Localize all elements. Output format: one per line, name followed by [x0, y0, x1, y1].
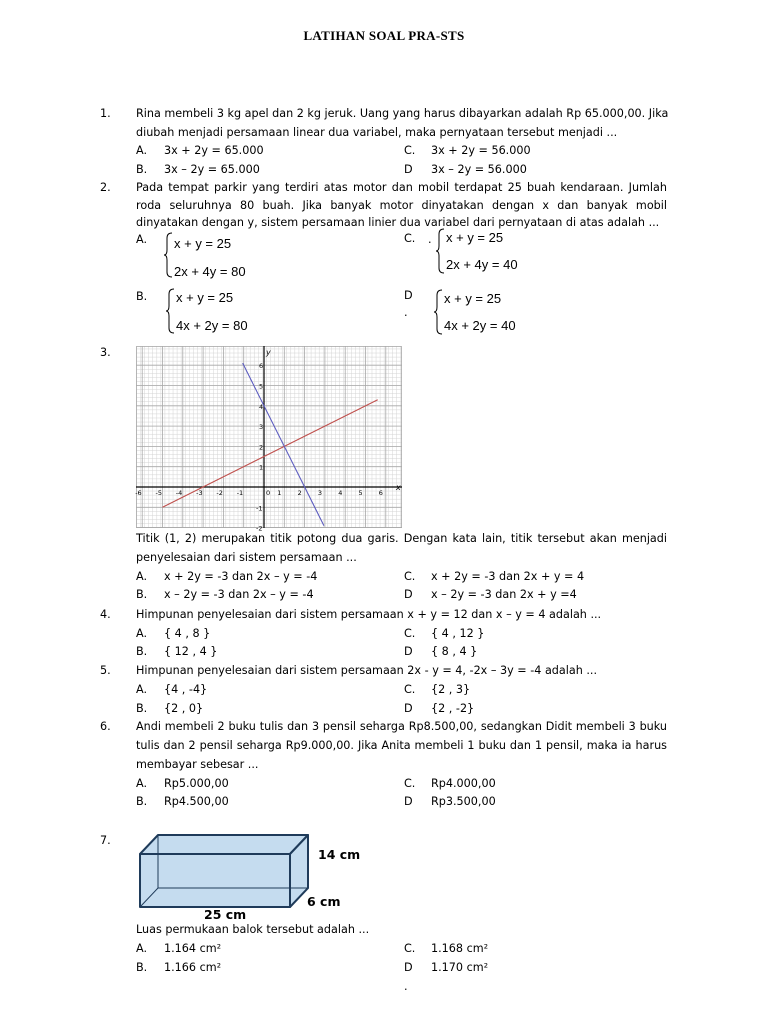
equation-2: 4x + 2y = 80	[176, 318, 248, 333]
option-b: Rp4.500,00	[164, 795, 229, 808]
option-letter: C.	[404, 144, 416, 157]
x-tick-label: 0	[266, 489, 271, 497]
question-text: dinyatakan dengan y, sistem persamaan linier dua variabel dari pernyataan di atas adalah ...	[136, 216, 660, 229]
option-d: x – 2y = -3 dan 2x + y =4	[431, 588, 577, 601]
y-tick-label: 2	[259, 443, 264, 452]
question-number: 1.	[100, 107, 111, 120]
option-a: x + 2y = -3 dan 2x – y = -4	[164, 570, 318, 583]
x-tick-label: 3	[317, 489, 323, 497]
option-b: { 12 , 4 }	[164, 645, 218, 658]
question-number: 4.	[100, 608, 111, 621]
line-blue	[243, 363, 324, 525]
question-text: Luas permukaan balok tersebut adalah ...	[136, 923, 370, 936]
x-tick-label: -1	[236, 489, 244, 497]
cuboid-front-face	[140, 854, 290, 907]
option-b: 3x – 2y = 65.000	[164, 163, 260, 176]
cuboid-diagram	[136, 830, 396, 924]
equation-2: 2x + 4y = 80	[174, 264, 246, 279]
option-c: { 4 , 12 }	[431, 627, 485, 640]
option-letter: D	[404, 795, 413, 808]
option-letter: B.	[136, 645, 148, 658]
x-tick-label: -3	[196, 489, 203, 497]
line-graph	[135, 346, 402, 533]
option-d: 3x – 2y = 56.000	[431, 163, 527, 176]
option-letter: B.	[136, 795, 148, 808]
option-c: 3x + 2y = 56.000	[431, 144, 531, 157]
option-letter: A.	[136, 144, 148, 157]
option-b: x – 2y = -3 dan 2x – y = -4	[164, 588, 314, 601]
option-letter: D	[404, 163, 413, 176]
brace-icon	[436, 228, 446, 274]
question-text: Pada tempat parkir yang terdiri atas motor dan mobil terdapat 25 buah kendaraan. Jumlah	[136, 181, 667, 194]
option-letter: B.	[136, 588, 148, 601]
option-letter: D	[404, 289, 413, 302]
y-tick-label: -2	[256, 524, 263, 533]
question-text: Andi membeli 2 buku tulis dan 3 pensil seharga Rp8.500,00, sedangkan Didit membeli 3 buku	[136, 720, 667, 733]
option-c: {2 , 3}	[431, 683, 471, 696]
option-letter: B.	[136, 702, 148, 715]
option-letter: C.	[404, 232, 416, 245]
option-letter: D	[404, 702, 413, 715]
question-number: 3.	[100, 346, 111, 359]
y-tick-label: 4	[259, 402, 264, 411]
option-letter: A.	[136, 570, 148, 583]
option-c: Rp4.000,00	[431, 777, 496, 790]
option-d: 1.170 cm²	[431, 961, 489, 974]
option-a: Rp5.000,00	[164, 777, 229, 790]
option-letter: C.	[404, 777, 416, 790]
x-axis-label: x	[395, 483, 401, 492]
equation-2: 2x + 4y = 40	[446, 257, 518, 272]
stray-dot: .	[404, 980, 408, 993]
option-letter: B.	[136, 290, 148, 303]
x-tick-label: -4	[175, 489, 183, 497]
option-a: 3x + 2y = 65.000	[164, 144, 264, 157]
option-a: 1.164 cm²	[164, 942, 222, 955]
y-tick-label: 3	[259, 423, 264, 432]
y-tick-label: -1	[256, 504, 263, 513]
equation-1: x + y = 25	[174, 236, 232, 251]
question-number: 2.	[100, 181, 111, 194]
x-tick-label: -2	[216, 489, 223, 497]
question-number: 7.	[100, 834, 111, 847]
question-text: penyelesaian dari sistem persamaan ...	[136, 551, 357, 564]
option-b: 1.166 cm²	[164, 961, 222, 974]
page-title: LATIHAN SOAL PRA-STS	[303, 28, 465, 43]
option-letter: D	[404, 961, 413, 974]
question-text: roda seluruhnya 80 buah. Jika banyak motor dinyatakan dengan x dan banyak mobil	[136, 199, 667, 212]
width-label: 6 cm	[307, 894, 341, 909]
option-letter: A.	[136, 777, 148, 790]
option-b: {2 , 0}	[164, 702, 204, 715]
x-tick-label: -5	[155, 489, 162, 497]
equation-1: x + y = 25	[446, 230, 504, 245]
option-a: { 4 , 8 }	[164, 627, 211, 640]
option-letter: B.	[136, 163, 148, 176]
question-number: 5.	[100, 664, 111, 677]
question-text: Himpunan penyelesaian dari sistem persamaan x + y = 12 dan x – y = 4 adalah ...	[136, 608, 602, 621]
option-letter: A.	[136, 233, 148, 246]
height-label: 14 cm	[318, 847, 361, 862]
option-letter: A.	[136, 683, 148, 696]
x-tick-label: 2	[297, 489, 302, 497]
option-letter: C.	[404, 683, 416, 696]
x-tick-label: 4	[338, 489, 343, 497]
equation-1: x + y = 25	[176, 290, 234, 305]
x-tick-label: 5	[358, 489, 363, 497]
option-letter: C.	[404, 570, 416, 583]
x-tick-label: 1	[277, 489, 282, 497]
length-label: 25 cm	[204, 907, 247, 922]
y-tick-label: 6	[259, 362, 264, 371]
option-d: { 8 , 4 }	[431, 645, 478, 658]
option-letter: D	[404, 588, 413, 601]
option-letter: C.	[404, 942, 416, 955]
question-text: Titik (1, 2) merupakan titik potong dua garis. Dengan kata lain, titik tersebut akan menjadi	[136, 532, 667, 545]
question-text: diubah menjadi persamaan linear dua variabel, maka pernyataan tersebut menjadi ...	[136, 126, 618, 139]
stray-dot: .	[428, 233, 432, 246]
equation-1: x + y = 25	[444, 291, 502, 306]
y-tick-label: 1	[259, 463, 264, 472]
x-tick-label: -6	[135, 489, 142, 497]
y-axis-label: y	[266, 348, 271, 357]
option-c: x + 2y = -3 dan 2x + y = 4	[431, 570, 585, 583]
brace-icon	[164, 232, 174, 278]
x-tick-label: 6	[378, 489, 383, 497]
option-a: {4 , -4}	[164, 683, 208, 696]
question-text: Himpunan penyelesaian dari sistem persamaan 2x - y = 4, -2x – 3y = -4 adalah ...	[136, 664, 598, 677]
cuboid-top-face	[140, 835, 308, 854]
equation-2: 4x + 2y = 40	[444, 318, 516, 333]
brace-icon	[434, 289, 444, 335]
stray-dot: .	[404, 306, 408, 319]
question-number: 6.	[100, 720, 111, 733]
option-c: 1.168 cm²	[431, 942, 489, 955]
option-letter: B.	[136, 961, 148, 974]
question-text: Rina membeli 3 kg apel dan 2 kg jeruk. Uang yang harus dibayarkan adalah Rp 65.000,00. Jika	[136, 107, 669, 120]
option-letter: D	[404, 645, 413, 658]
option-letter: A.	[136, 942, 148, 955]
y-tick-label: 5	[259, 382, 264, 391]
question-text: membayar sebesar ...	[136, 758, 259, 771]
brace-icon	[166, 288, 176, 334]
option-d: Rp3.500,00	[431, 795, 496, 808]
question-text: tulis dan 2 pensil seharga Rp9.000,00. Jika Anita membeli 1 buku dan 1 pensil, maka ia harus	[136, 739, 667, 752]
option-letter: A.	[136, 627, 148, 640]
option-letter: C.	[404, 627, 416, 640]
option-d: {2 , -2}	[431, 702, 475, 715]
